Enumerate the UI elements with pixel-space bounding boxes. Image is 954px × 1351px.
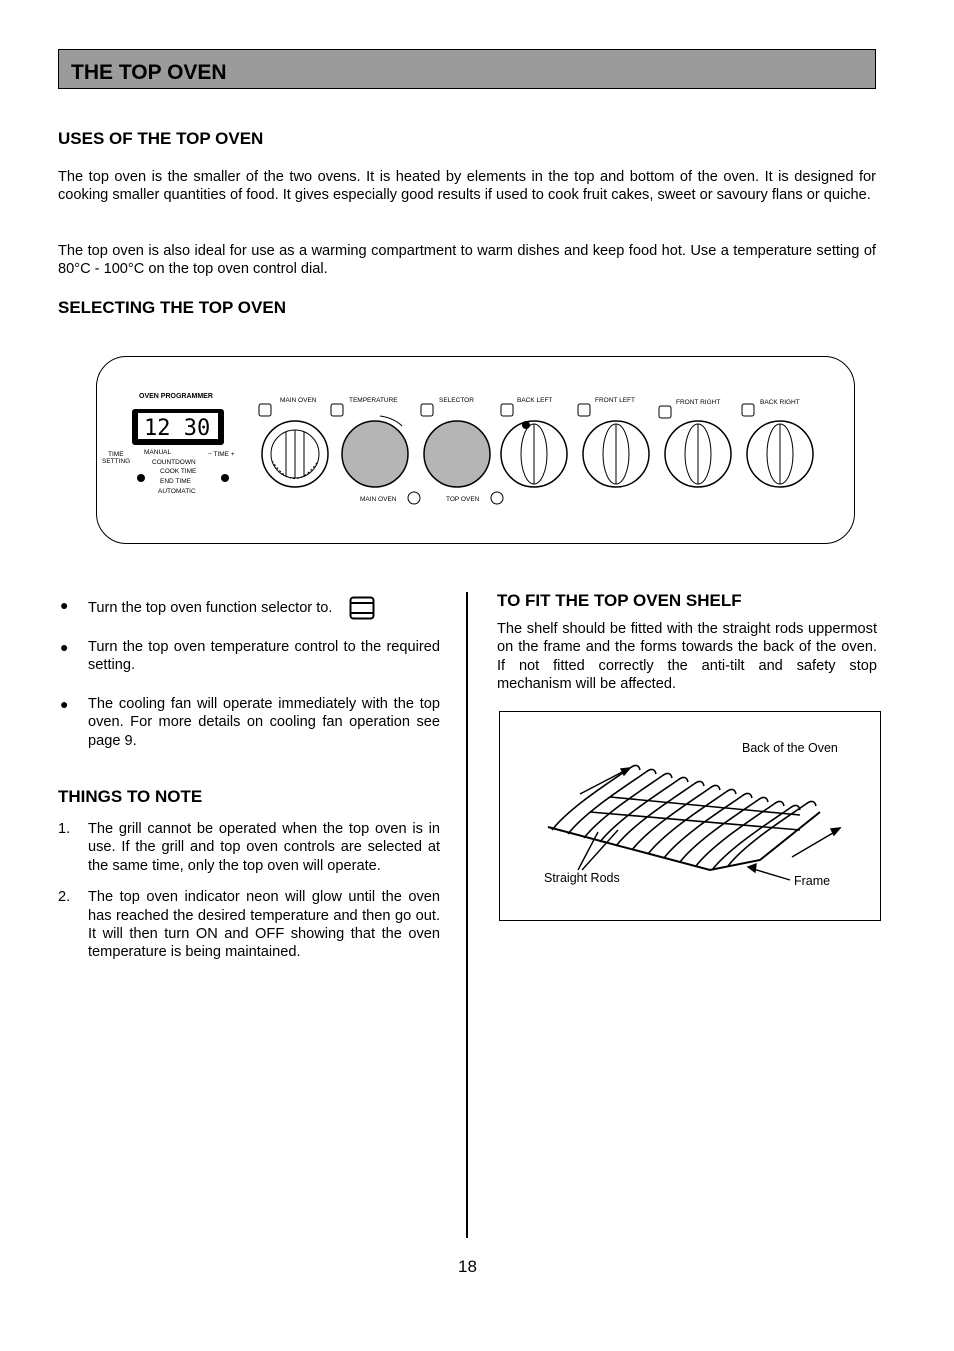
note-text: The top oven indicator neon will glow until the oven has reached the desired temperature and then go out. It will then turn ON and OFF showing that the oven temperature is being maintained.	[88, 889, 440, 961]
main-oven-neon-label: MAIN OVEN	[360, 496, 397, 503]
knob-label-temperature: TEMPERATURE	[349, 397, 398, 404]
time-setting-label: TIME	[108, 451, 124, 458]
knob-label-selector: SELECTOR	[439, 397, 474, 404]
top-oven-neon-label: TOP OVEN	[446, 496, 480, 503]
knob-label-back-right: BACK RIGHT	[760, 399, 800, 406]
bullet-text: Turn the top oven function selector to.	[88, 599, 333, 616]
main-oven-neon	[408, 492, 420, 504]
shelf-paragraph: The shelf should be fitted with the straight rods uppermost on the frame and the forms towards the back of the oven. If not fitted correctly the anti-tilt and safety stop mechanism will be affected.	[497, 621, 877, 693]
back-left-dial	[501, 421, 567, 487]
bullet-item: ● Turn the top oven temperature control to the required setting.	[60, 639, 440, 674]
front-left-dial	[583, 421, 649, 487]
back-right-dial	[747, 421, 813, 487]
label-frame: Frame	[794, 874, 831, 888]
uses-paragraph-1: The top oven is the smaller of the two ovens. It is heated by elements in the top and bottom of the oven. It is designed for cooking smaller quantities of food. It gives especially good results if used to cook fruit cakes, sweet or savoury flans or quiche.	[58, 169, 876, 204]
time-setting-label-2: SETTING	[102, 458, 131, 465]
programmer-label: OVEN PROGRAMMER	[139, 393, 213, 400]
notes-heading: THINGS TO NOTE	[58, 787, 203, 806]
main-oven-dial	[262, 421, 328, 487]
knob-label-main-oven: MAIN OVEN	[280, 397, 317, 404]
knob-label-back-left: BACK LEFT	[517, 397, 553, 404]
knob-label-front-right: FRONT RIGHT	[676, 399, 721, 406]
note-number: 2.	[58, 889, 71, 906]
mode-countdown: COUNTDOWN	[152, 459, 196, 466]
column-divider	[466, 592, 468, 1238]
temperature-knob	[342, 421, 408, 487]
control-panel-illustration	[96, 356, 856, 551]
top-oven-neon	[491, 492, 503, 504]
bullet-text: The cooling fan will operate immediately with the top oven. For more details on cooling fan operation see page 9.	[88, 695, 440, 749]
note-item	[58, 820, 440, 875]
bullet-item: ● The cooling fan will operate immediately with the top oven. For more details on cooling fan operation see page 9.	[60, 695, 440, 749]
notes-list	[58, 820, 440, 962]
uses-heading: USES OF THE TOP OVEN	[58, 129, 264, 148]
label-back-of-oven: Back of the Oven	[742, 741, 838, 755]
shelf-diagram	[499, 711, 881, 921]
instruction-bullets	[58, 596, 440, 750]
knob-label-front-left: FRONT LEFT	[595, 397, 635, 404]
selecting-heading: SELECTING THE TOP OVEN	[58, 298, 286, 317]
note-item	[58, 888, 440, 962]
bullet-text: Turn the top oven temperature control to the required setting.	[88, 639, 440, 674]
shelf-rods	[552, 765, 816, 870]
note-text: The grill cannot be operated when the top oven is in use. If the grill and top oven controls are selected at the same time, only the top oven will operate.	[88, 821, 440, 874]
mode-cook-time: COOK TIME	[160, 468, 197, 475]
shelf-heading: TO FIT THE TOP OVEN SHELF	[497, 591, 742, 610]
mode-automatic: AUTOMATIC	[158, 488, 196, 495]
page-title: THE TOP OVEN	[71, 61, 227, 84]
page-title-bar	[58, 49, 876, 89]
top-oven-icon	[349, 596, 375, 620]
label-straight-rods: Straight Rods	[544, 871, 620, 885]
bullet-item: ● Turn the top oven function selector to.	[58, 596, 440, 620]
mode-manual: MANUAL	[144, 449, 172, 456]
time-adjust-label: − TIME +	[208, 451, 235, 458]
clock-readout: 12 30	[144, 416, 211, 441]
page-number: 18	[458, 1257, 477, 1276]
selector-knob	[424, 421, 490, 487]
note-number: 1.	[58, 821, 71, 837]
mode-end-time: END TIME	[160, 478, 191, 485]
uses-paragraph-2: The top oven is also ideal for use as a warming compartment to warm dishes and keep food hot. Use a temperature setting of 80°C - 100°C on the top oven control dial.	[58, 243, 876, 278]
front-right-dial	[665, 421, 731, 487]
